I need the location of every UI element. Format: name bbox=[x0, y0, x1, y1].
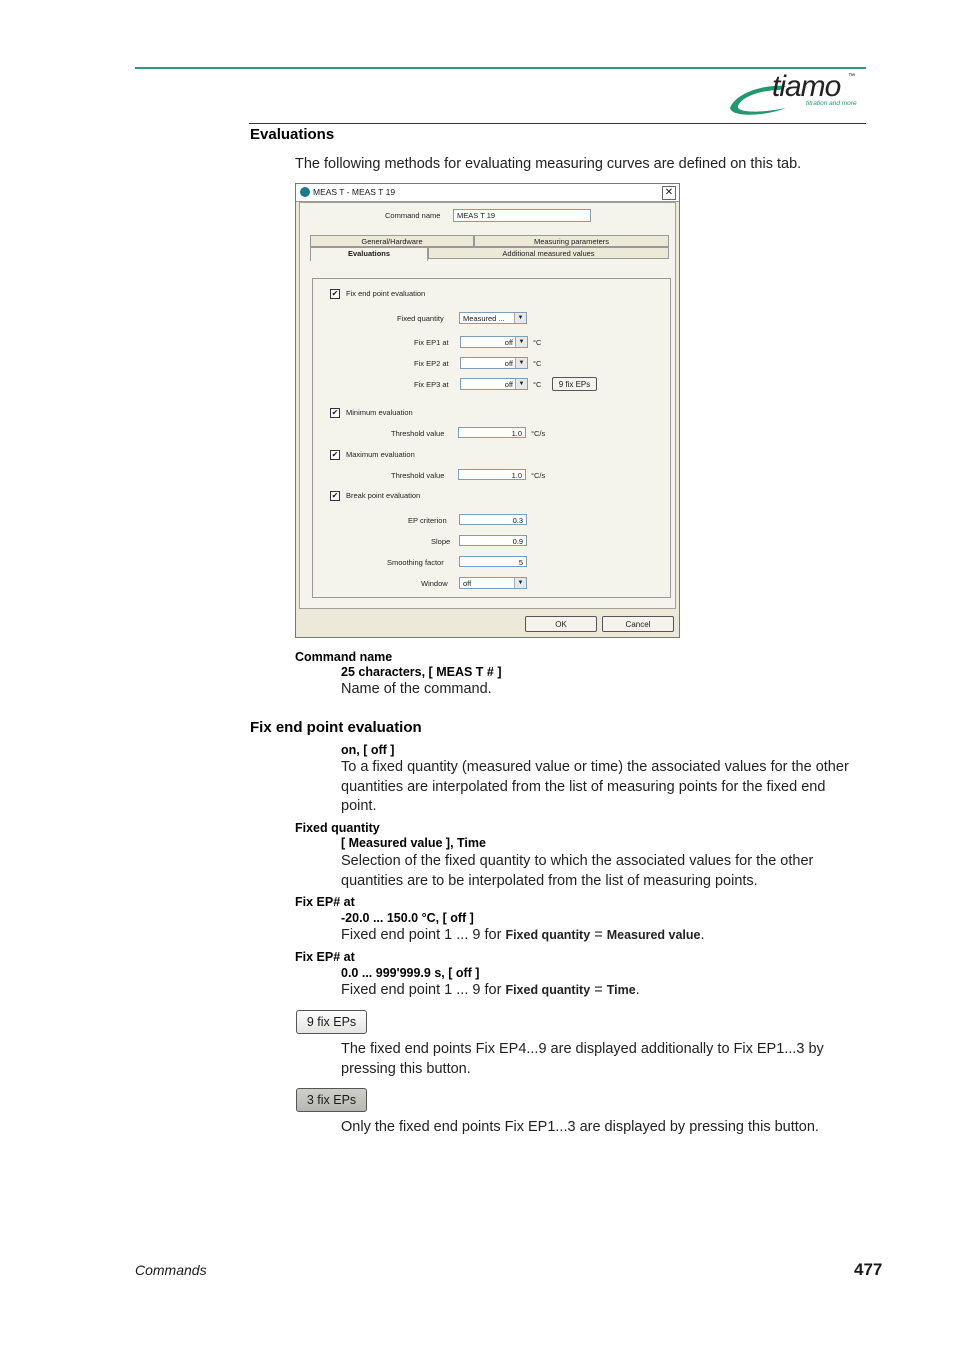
range-fixed-quantity: [ Measured value ], Time bbox=[341, 836, 486, 850]
desc-three-fix-eps: Only the fixed end points Fix EP1...3 are displayed by pressing this button. bbox=[341, 1119, 819, 1135]
section-rule bbox=[249, 123, 866, 124]
desc-command-name: Name of the command. bbox=[341, 681, 492, 697]
desc-fix-ep-eval: To a fixed quantity (measured value or time) the associated values for the other quantities are interpolated from the list of measuring points for the fixed end point. bbox=[341, 759, 849, 814]
tab-general-hardware[interactable]: General/Hardware bbox=[310, 235, 474, 247]
fix-ep2-value: off bbox=[504, 359, 513, 368]
fixed-quantity-value: Measured ... bbox=[463, 314, 505, 323]
section-title-evaluations: Evaluations bbox=[250, 126, 335, 143]
logo-word: tiamo bbox=[772, 70, 841, 103]
fixed-quantity-select[interactable] bbox=[459, 312, 527, 324]
desc-fix-ep-c-b1: Fixed quantity bbox=[505, 928, 591, 942]
ep-criterion-input[interactable]: 0.3 bbox=[459, 514, 527, 525]
section-intro: The following methods for evaluating measuring curves are defined on this tab. bbox=[295, 156, 802, 172]
header-rule bbox=[135, 67, 866, 69]
min-eval-label: Minimum evaluation bbox=[346, 408, 413, 417]
max-eval-checkbox[interactable]: ✔ bbox=[331, 450, 339, 459]
break-eval-checkbox[interactable]: ✔ bbox=[331, 491, 339, 500]
nine-fix-eps-button[interactable]: 9 fix EPs bbox=[296, 1010, 367, 1034]
logo-tagline: titration and more bbox=[806, 100, 857, 107]
chevron-down-icon: ▼ bbox=[515, 337, 527, 347]
section-title-fix-ep-eval: Fix end point evaluation bbox=[250, 719, 422, 736]
fix-ep2-unit: °C bbox=[533, 359, 542, 368]
footer-section: Commands bbox=[135, 1262, 207, 1278]
dialog-window bbox=[295, 183, 680, 638]
range-fix-ep-eval: on, [ off ] bbox=[341, 743, 395, 757]
term-fix-ep-s: Fix EP# at bbox=[295, 950, 355, 964]
fix-ep-eval-label: Fix end point evaluation bbox=[346, 289, 426, 298]
desc-fix-ep-s-eq: = bbox=[590, 982, 607, 998]
desc-fix-ep-c-pre: Fixed end point 1 ... 9 for bbox=[341, 927, 506, 943]
desc-fixed-quantity: Selection of the fixed quantity to which the associated values for the other quantities are to be interpolated from the list of measuring points. bbox=[341, 853, 814, 889]
tab-evaluations[interactable]: Evaluations bbox=[310, 247, 428, 261]
fix-ep1-unit: °C bbox=[533, 338, 542, 347]
desc-fix-ep-s-b2: Time bbox=[606, 983, 636, 997]
tab-additional-measured-values[interactable]: Additional measured values bbox=[428, 247, 669, 259]
three-fix-eps-button[interactable]: 3 fix EPs bbox=[296, 1088, 367, 1112]
fix-ep2-label: Fix EP2 at bbox=[414, 359, 449, 368]
term-fixed-quantity: Fixed quantity bbox=[295, 821, 380, 835]
ep-criterion-label: EP criterion bbox=[408, 516, 447, 525]
desc-fix-ep-c-end: . bbox=[700, 927, 705, 943]
fix-ep1-value: off bbox=[504, 338, 513, 347]
desc-nine-fix-eps: The fixed end points Fix EP4...9 are displayed additionally to Fix EP1...3 by pressing this button. bbox=[341, 1041, 824, 1077]
fix-ep2-select[interactable] bbox=[460, 357, 528, 369]
tab-measuring-parameters[interactable]: Measuring parameters bbox=[474, 235, 669, 247]
fix-ep1-select[interactable] bbox=[460, 336, 528, 348]
threshold-max-label: Threshold value bbox=[391, 471, 445, 480]
chevron-down-icon: ▼ bbox=[515, 358, 527, 368]
threshold-min-input[interactable]: 1.0 bbox=[458, 427, 526, 438]
term-command-name: Command name bbox=[295, 650, 393, 664]
page-number: 477 bbox=[854, 1260, 883, 1279]
fix-ep1-label: Fix EP1 at bbox=[414, 338, 449, 347]
window-select[interactable] bbox=[459, 577, 527, 589]
smoothing-label: Smoothing factor bbox=[387, 558, 444, 567]
fix-ep3-value: off bbox=[504, 380, 513, 389]
command-name-input[interactable]: MEAS T 19 bbox=[453, 209, 591, 222]
chevron-down-icon: ▼ bbox=[514, 313, 526, 323]
dialog-body bbox=[299, 202, 676, 609]
term-fix-ep-c: Fix EP# at bbox=[295, 895, 355, 909]
desc-fix-ep-s-pre: Fixed end point 1 ... 9 for bbox=[341, 982, 506, 998]
break-eval-label: Break point evaluation bbox=[346, 491, 421, 500]
smoothing-input[interactable]: 5 bbox=[459, 556, 527, 567]
desc-fix-ep-c bbox=[341, 926, 705, 946]
dialog-title: MEAS T - MEAS T 19 bbox=[313, 187, 396, 197]
desc-fix-ep-c-b2: Measured value bbox=[606, 928, 701, 942]
window-value: off bbox=[463, 579, 472, 588]
slope-input[interactable]: 0.9 bbox=[459, 535, 527, 546]
command-name-label: Command name bbox=[385, 211, 441, 220]
nine-fix-eps-button-dialog[interactable]: 9 fix EPs bbox=[552, 377, 597, 391]
app-icon bbox=[300, 187, 310, 197]
desc-fix-ep-s-end: . bbox=[635, 982, 640, 998]
chevron-down-icon: ▼ bbox=[515, 379, 527, 389]
threshold-min-unit: °C/s bbox=[531, 429, 546, 438]
dialog-titlebar bbox=[296, 184, 679, 202]
threshold-min-label: Threshold value bbox=[391, 429, 445, 438]
evaluations-panel bbox=[312, 278, 671, 598]
chevron-down-icon: ▼ bbox=[514, 578, 526, 588]
threshold-max-unit: °C/s bbox=[531, 471, 546, 480]
tiamo-logo bbox=[726, 70, 868, 118]
desc-fix-ep-s-b1: Fixed quantity bbox=[505, 983, 591, 997]
fix-ep3-select[interactable] bbox=[460, 378, 528, 390]
close-icon[interactable]: ✕ bbox=[662, 186, 676, 200]
ok-button[interactable]: OK bbox=[525, 616, 597, 632]
range-fix-ep-s: 0.0 ... 999'999.9 s, [ off ] bbox=[341, 966, 480, 980]
threshold-max-input[interactable]: 1.0 bbox=[458, 469, 526, 480]
fix-ep-eval-checkbox[interactable]: ✔ bbox=[331, 289, 339, 298]
desc-fix-ep-c-eq: = bbox=[590, 927, 607, 943]
min-eval-checkbox[interactable]: ✔ bbox=[331, 408, 339, 417]
max-eval-label: Maximum evaluation bbox=[346, 450, 415, 459]
logo-tm: ™ bbox=[848, 73, 855, 80]
range-fix-ep-c: -20.0 ... 150.0 °C, [ off ] bbox=[341, 911, 474, 925]
fix-ep3-unit: °C bbox=[533, 380, 542, 389]
slope-label: Slope bbox=[431, 537, 451, 546]
fix-ep3-label: Fix EP3 at bbox=[414, 380, 449, 389]
fixed-quantity-label: Fixed quantity bbox=[397, 314, 444, 323]
cancel-button[interactable]: Cancel bbox=[602, 616, 674, 632]
window-label: Window bbox=[421, 579, 448, 588]
range-command-name: 25 characters, [ MEAS T # ] bbox=[341, 665, 502, 679]
desc-fix-ep-s bbox=[341, 981, 640, 1001]
